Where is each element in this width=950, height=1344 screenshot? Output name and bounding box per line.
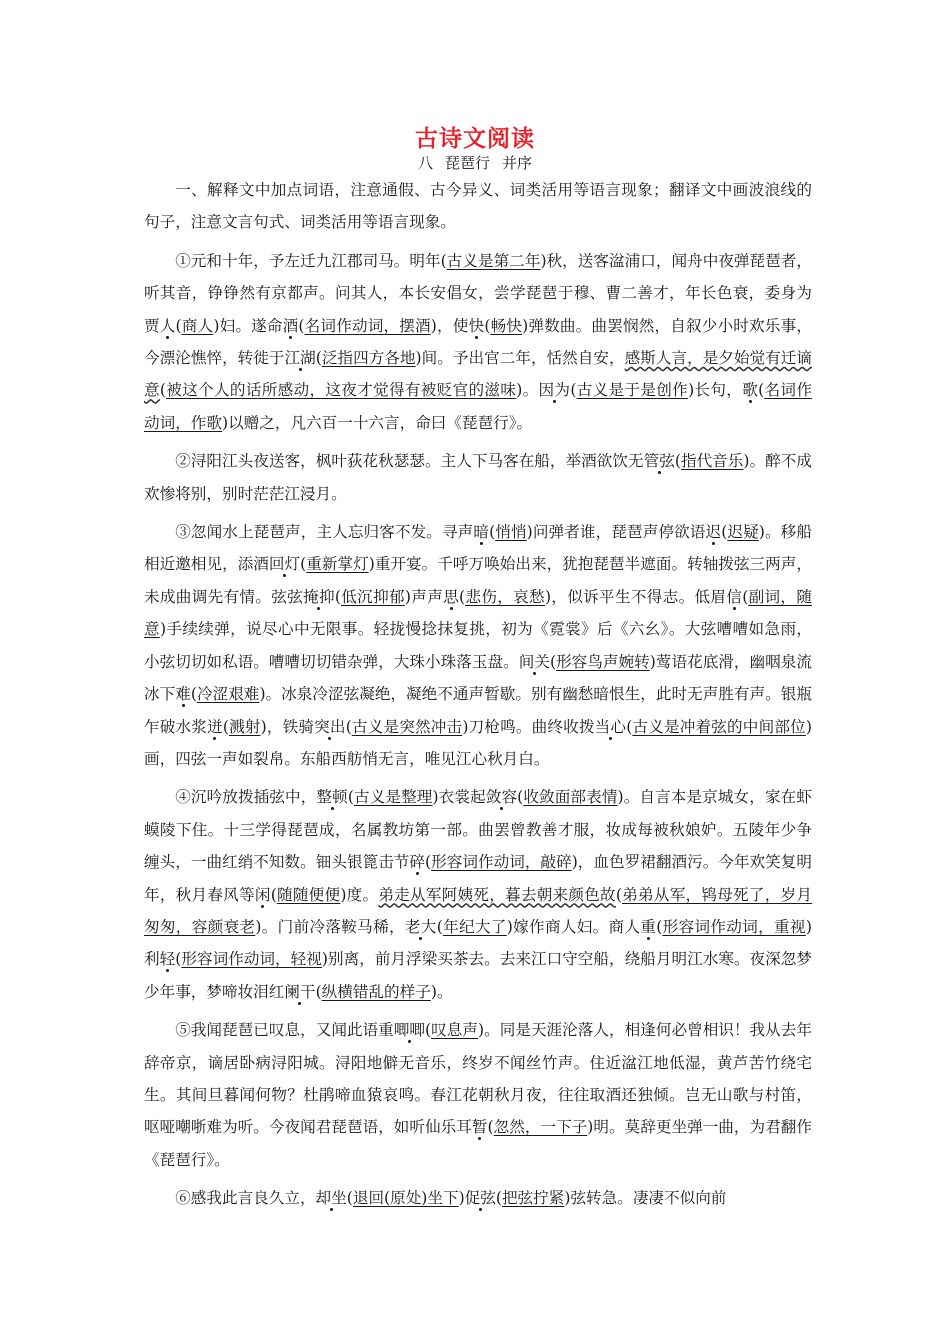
- text-run: )，血色罗裙翻酒污。今年欢笑复明年，秋月春风等: [144, 853, 812, 904]
- text-run: )间。予出官二年，恬然自安，: [415, 349, 625, 368]
- lesson-suffix: 并序: [502, 154, 533, 172]
- text-run: ①元和十年，予左迁九江郡司马。明年(: [175, 251, 447, 270]
- text-run: )以赠之，凡六百一十六言，命曰《琵琶行》。: [221, 413, 533, 432]
- dotted-term: 老大: [404, 917, 437, 936]
- dotted-term: 唧唧: [393, 1021, 426, 1040]
- annotation-note: 溅射: [228, 717, 261, 736]
- annotation-note: 悲伤，哀愁: [465, 587, 545, 606]
- annotation-note: 重新掌灯: [306, 555, 369, 574]
- text-run: (: [270, 885, 277, 904]
- dotted-term: 促弦: [464, 1189, 496, 1208]
- text-run: )。移船相近邀相见，添酒: [144, 523, 812, 574]
- annotation-note: 畅快: [490, 316, 523, 335]
- text-run: (: [334, 587, 341, 606]
- text-run: )莺语花底滑，幽咽泉流冰下: [144, 652, 812, 704]
- text-run: )妇。遂命: [213, 316, 283, 335]
- text-run: )弦转急。凄凄不似向前: [564, 1189, 727, 1208]
- text-run: )度。: [340, 885, 379, 904]
- text-run: (: [758, 381, 765, 400]
- text-run: (: [159, 381, 166, 400]
- text-run: (: [345, 717, 352, 736]
- dotted-term: 信: [726, 587, 743, 606]
- annotation-note: 副词，随意: [144, 587, 812, 639]
- text-run: ②浔阳江头夜送客，枫叶荻花秋瑟瑟。主人下马客在船，举酒欲饮无: [175, 452, 644, 471]
- annotation-note: 名词作动词，作歌: [144, 381, 812, 432]
- dotted-term: 轻: [159, 950, 176, 969]
- annotation-note: 退回(原处)坐下: [352, 1189, 459, 1208]
- wavy-sentence: 感斯人言，是夕始觉有迁谪意: [144, 349, 812, 400]
- text-run: )别离，前月浮梁买茶去。去来江口守空船，绕船月明江水寒。夜深忽梦少年事，梦啼妆泪红: [144, 950, 812, 1001]
- text-run: (: [175, 316, 182, 335]
- text-run: )声声: [404, 587, 444, 606]
- text-run: )。自言本是京城女，家在虾蟆陵下住。十三学得琵琶成，名属教坊第一部。曲罢曾教善才服，妆成每被秋娘妒。五陵年少争缠头，一曲红绡不知数。钿头银篦击节: [144, 788, 812, 872]
- dotted-term: 歌: [742, 381, 759, 400]
- text-run: ④沉吟放拨插弦中，: [175, 788, 317, 807]
- text-run: )嫁作商人妇。商人: [506, 917, 641, 936]
- passage-paragraph: [144, 1014, 812, 1176]
- text-run: (: [436, 917, 443, 936]
- text-run: )。: [430, 982, 453, 1001]
- text-run: (: [175, 950, 182, 969]
- text-run: (: [459, 587, 466, 606]
- text-run: ): [458, 1189, 465, 1208]
- instruction-paragraph: 一、解释文中加点词语，注意通假、古今异义、词类活用等语言现象；翻译文中画波浪线的句子，注意文言句式、词类活用等语言现象。: [144, 181, 812, 232]
- annotation-note: 形容词作动词，轻视: [181, 950, 322, 969]
- dotted-term: 快: [468, 316, 485, 335]
- text-run: (: [487, 1118, 494, 1137]
- dotted-term: 碎: [409, 853, 426, 872]
- lesson-title: 琵琶行: [444, 154, 490, 172]
- text-run: )长句，: [688, 381, 743, 400]
- annotation-note: 名词作动词，摆酒: [304, 316, 431, 335]
- dotted-term: 突出: [314, 717, 346, 736]
- annotation-note: 低沉抑郁: [340, 587, 405, 606]
- text-run: (: [489, 523, 496, 542]
- dotted-term: 敛容: [485, 788, 518, 807]
- dotted-term: 暗: [473, 523, 490, 542]
- text-run: (: [495, 1189, 502, 1208]
- dotted-term: 酒: [282, 316, 299, 335]
- document-body: [144, 174, 812, 1215]
- annotation-note: 古义是冲着弦的中间部位: [632, 717, 806, 736]
- document-title: 古诗文阅读: [415, 126, 535, 152]
- annotation-note: 形容鸟声婉转: [556, 652, 650, 671]
- text-run: (: [656, 917, 663, 936]
- passage-paragraph: [144, 245, 812, 439]
- dotted-term: 闲: [254, 885, 271, 904]
- dotted-term: 江湖: [284, 349, 316, 368]
- annotation-note: 纵横错乱的样子: [321, 982, 431, 1001]
- text-run: (: [674, 452, 681, 471]
- text-run: )。同是天涯沦落人，相逢何必曾相识！我从去年辞帝京，谪居卧病浔阳城。浔阳地僻无音乐，终岁不闻丝竹声。住近湓江地低湿，黄芦苦竹绕宅生。其间旦暮闻何物？杜鹃啼血猿哀鸣。春江花朝秋月夜，往往取酒还独倾。岂无山歌与村笛，呕哑嘲哳难为听。今夜闻君琵琶语，如听仙乐耳: [144, 1021, 812, 1137]
- dotted-term: 掩抑: [303, 587, 335, 606]
- annotation-note: 叹息声: [431, 1021, 478, 1040]
- text-run: (: [190, 685, 197, 704]
- text-run: (: [742, 587, 749, 606]
- text-run: (: [425, 853, 432, 872]
- dotted-term: 间关: [518, 652, 550, 671]
- annotation-note: 收敛面部表情: [523, 788, 618, 807]
- text-run: )刀枪鸣。曲终收拨: [462, 717, 595, 736]
- text-run: (: [549, 652, 557, 671]
- dotted-term: 难: [175, 685, 191, 704]
- text-run: )问弹者谁，琵琶声停欲语: [526, 523, 706, 542]
- annotation-note: 古义是第二年: [446, 251, 541, 270]
- annotation-note: 忽然，一下子: [493, 1118, 588, 1137]
- lesson-heading: [0, 152, 950, 173]
- dotted-term: 却坐: [315, 1189, 347, 1208]
- dotted-term: 因为: [538, 381, 571, 400]
- lesson-number: 八: [417, 154, 433, 172]
- annotation-note: 形容词作动词，重视: [662, 917, 806, 936]
- text-run: )画，四弦一声如裂帛。东船西舫悄无言，唯见江心秋月白。: [144, 717, 812, 768]
- dotted-term: 人: [159, 316, 176, 335]
- annotation-note: 古义是突然冲击: [351, 717, 463, 736]
- text-run: )，使: [430, 316, 469, 335]
- passage-paragraph: [144, 1182, 812, 1214]
- annotation-note: 指代音乐: [680, 452, 744, 471]
- text-run: (: [721, 523, 728, 542]
- annotation-note: 被这个人的话所感动，这夜才觉得有被贬官的滋味: [166, 381, 517, 400]
- text-run: )。冰泉冷涩弦凝绝，凝绝不通声暂歇。别有幽愁暗恨生，此时无声胜有声。银瓶乍破水浆: [144, 685, 812, 736]
- annotation-note: 古义是于是创作: [576, 381, 689, 400]
- text-run: ③忽闻水上琵琶声，主人忘归客不发。寻声: [175, 523, 474, 542]
- text-run: (: [315, 982, 322, 1001]
- annotation-note: 古义是整理: [353, 788, 433, 807]
- annotation-note: 泛指四方各地: [321, 349, 416, 368]
- passage-text: [144, 245, 812, 1215]
- text-run: )重开宴。千呼万唤始出来，犹抱琵琶半遮面。转轴拨弦三两声，未成曲调先有情。弦弦: [144, 555, 812, 606]
- text-run: ⑤我闻琵琶已叹息，又闻此语重: [175, 1021, 394, 1040]
- passage-paragraph: [144, 781, 812, 1008]
- annotation-note: 商人: [181, 316, 214, 335]
- text-run: (: [300, 555, 307, 574]
- text-run: )。: [516, 381, 539, 400]
- dotted-term: 暂: [471, 1118, 488, 1137]
- text-run: )秋，送客湓浦口，闻舟中夜弹琵琶者，听其音，铮铮然有京都声。问其人，本长安倡女，尝学琵琶于穆、曹二善才，年长色衰，委身为贾: [144, 251, 812, 335]
- wavy-sentence: 弟走从军阿姨死，暮去朝来颜色故: [378, 885, 616, 904]
- annotation-note: 悄悄: [495, 523, 527, 542]
- annotation-note: 形容词作动词，敲碎: [431, 853, 572, 872]
- dotted-term: 迸: [207, 717, 223, 736]
- text-run: )，铁骑: [260, 717, 315, 736]
- annotation-note: 把弦拧紧: [501, 1189, 565, 1208]
- text-run: )。醉不成欢惨将别，别时茫茫江浸月。: [144, 452, 812, 503]
- text-run: (: [484, 316, 491, 335]
- annotation-note: 迟疑: [727, 523, 759, 542]
- text-run: )利: [144, 917, 812, 969]
- dotted-term: 思: [443, 587, 460, 606]
- dotted-term: 当心: [594, 717, 627, 736]
- passage-paragraph: [144, 445, 812, 510]
- text-run: (: [615, 885, 622, 904]
- text-run: (: [347, 788, 354, 807]
- text-run: (: [315, 349, 322, 368]
- text-run: )，似诉平生不得志。低眉: [544, 587, 727, 606]
- text-run: )手续续弹，说尽心中无限事。轻拢慢捻抹复挑，初为《霓裳》后《六幺》。大弦嘈嘈如急雨，小弦切切如私语。嘈嘈切切错杂弹，大珠小珠落玉盘。: [144, 620, 812, 671]
- text-run: (: [626, 717, 633, 736]
- text-run: (: [425, 1021, 432, 1040]
- passage-paragraph: [144, 516, 812, 775]
- dotted-term: 迟: [705, 523, 722, 542]
- text-run: )。门前冷落鞍马稀，: [255, 917, 405, 936]
- text-run: (: [222, 717, 229, 736]
- text-run: (: [517, 788, 524, 807]
- dotted-term: 重: [640, 917, 657, 936]
- text-run: (: [346, 1189, 353, 1208]
- dotted-term: 回灯: [268, 555, 301, 574]
- text-run: (: [298, 316, 305, 335]
- dotted-term: 整顿: [316, 788, 348, 807]
- annotation-note: 随随便便: [276, 885, 341, 904]
- dotted-term: 管弦: [643, 452, 675, 471]
- annotation-note: 年纪大了: [442, 917, 507, 936]
- annotation-note: 冷涩艰难: [196, 685, 260, 704]
- text-run: )明。莫辞更坐弹一曲，为君翻作《琵琶行》。: [144, 1118, 812, 1169]
- text-run: (: [570, 381, 577, 400]
- text-run: ⑥感我此言良久立，: [175, 1189, 316, 1208]
- text-run: )衣裳起: [432, 788, 486, 807]
- annotation-note: 弟弟从军，鸨母死了，岁月匆匆，容颜衰老: [144, 885, 812, 936]
- text-run: )弹数曲。曲罢悯然，自叙少小时欢乐事，今漂沦憔悴，转徙于: [144, 316, 812, 368]
- dotted-term: 阑干: [284, 982, 316, 1001]
